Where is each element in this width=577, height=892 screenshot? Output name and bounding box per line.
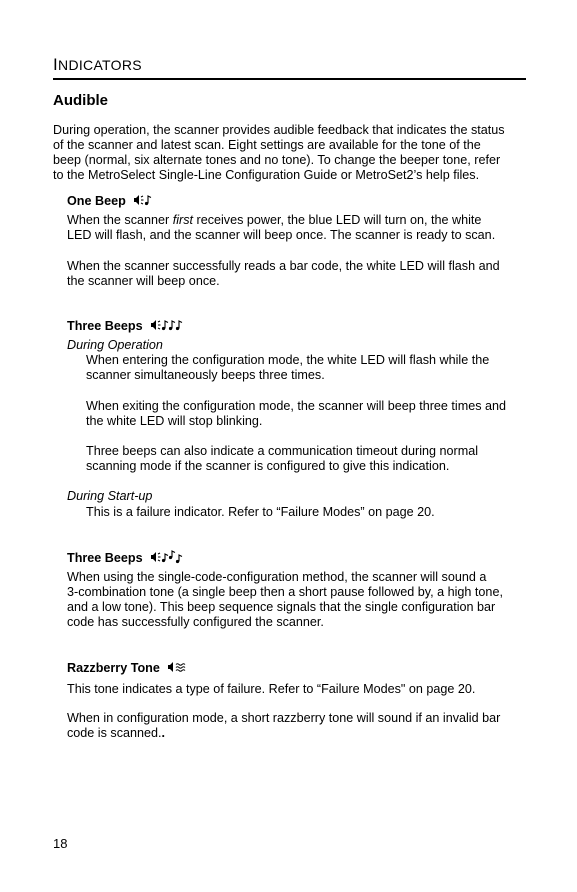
text-line: scanning mode if the scanner is configured to give this indication. bbox=[86, 459, 450, 473]
text-line: When entering the configuration mode, the white LED will flash while the bbox=[86, 353, 490, 367]
text-run: receives power, the blue LED will turn on, the white bbox=[193, 213, 482, 227]
header-initial: I bbox=[53, 55, 59, 74]
speaker-rising-notes-icon bbox=[150, 550, 184, 566]
three-beeps-paragraph-3 bbox=[86, 444, 478, 474]
three-beeps-heading-text: Three Beeps bbox=[67, 319, 143, 333]
intro-line: of the scanner and latest scan. Eight settings are available for the tone of the bbox=[53, 138, 481, 152]
text-run: When the scanner bbox=[67, 213, 173, 227]
emphasis-first: first bbox=[172, 213, 194, 227]
one-beep-heading bbox=[67, 194, 153, 208]
text-line: When the scanner successfully reads a bar code, the white LED will flash and bbox=[67, 259, 500, 273]
three-beeps-paragraph-4: This is a failure indicator. Refer to “Failure Modes” on page 20. bbox=[86, 505, 435, 519]
text-line: code has successfully configured the scanner. bbox=[67, 615, 324, 629]
one-beep-paragraph-1 bbox=[67, 213, 495, 243]
text-line: LED will flash, and the scanner will beep once. The scanner is ready to scan. bbox=[67, 228, 496, 242]
text-line: When in configuration mode, a short razzberry tone will sound if an invalid bar bbox=[67, 711, 501, 725]
razzberry-heading-text: Razzberry Tone bbox=[67, 661, 160, 675]
three-beeps-heading bbox=[67, 319, 184, 333]
text-line: and a low tone). This beep sequence signals that the single configuration bar bbox=[67, 600, 496, 614]
text-line: When using the single-code-configuration method, the scanner will sound a bbox=[67, 570, 487, 584]
text-line: When exiting the configuration mode, the scanner will beep three times and bbox=[86, 399, 507, 413]
speaker-three-notes-icon bbox=[150, 319, 184, 333]
text-line: the scanner will beep once. bbox=[67, 274, 220, 288]
intro-line: beep (normal, six alternate tones and no tone). To change the beeper tone, refer bbox=[53, 153, 501, 167]
speaker-one-note-icon bbox=[133, 194, 153, 208]
text-line: scanner simultaneously beeps three times. bbox=[86, 368, 325, 382]
razzberry-paragraph-2 bbox=[67, 711, 500, 741]
page-number: 18 bbox=[53, 836, 68, 851]
one-beep-heading-text: One Beep bbox=[67, 194, 126, 208]
razzberry-paragraph-1: This tone indicates a type of failure. Refer to “Failure Modes" on page 20. bbox=[67, 682, 476, 696]
intro-paragraph bbox=[53, 123, 505, 183]
three-beeps-combination-heading-text: Three Beeps bbox=[67, 551, 143, 565]
three-beeps-paragraph-1 bbox=[86, 353, 489, 383]
three-beeps-paragraph-2 bbox=[86, 399, 506, 429]
speaker-razzberry-icon bbox=[167, 661, 187, 675]
during-startup-label: During Start-up bbox=[67, 489, 153, 503]
section-header bbox=[53, 55, 526, 80]
section-title: Audible bbox=[53, 92, 108, 109]
three-beeps-combination-heading bbox=[67, 550, 184, 566]
intro-line: to the MetroSelect Single-Line Configuration Guide or MetroSet2’s help files. bbox=[53, 168, 480, 182]
text-line: Three beeps can also indicate a communication timeout during normal bbox=[86, 444, 479, 458]
three-beeps-combination-paragraph bbox=[67, 570, 503, 630]
one-beep-paragraph-2 bbox=[67, 259, 500, 289]
during-operation-label: During Operation bbox=[67, 338, 163, 352]
bold-period: . bbox=[161, 726, 166, 740]
intro-line: During operation, the scanner provides audible feedback that indicates the status bbox=[53, 123, 505, 137]
razzberry-heading bbox=[67, 661, 187, 675]
text-line: 3-combination tone (a single beep then a short pause followed by, a high tone, bbox=[67, 585, 503, 599]
text-line: the white LED will stop blinking. bbox=[86, 414, 263, 428]
header-rest: NDICATORS bbox=[58, 57, 142, 73]
text-line: code is scanned. bbox=[67, 726, 162, 740]
